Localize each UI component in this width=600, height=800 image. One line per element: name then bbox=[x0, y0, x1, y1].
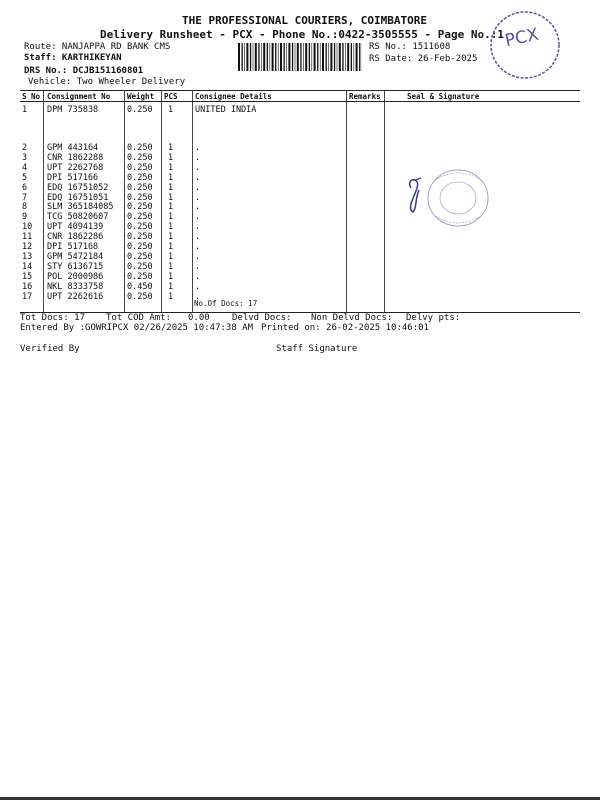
cell-sno: 2 bbox=[22, 143, 28, 153]
cell-consignment: CNR 1862286 bbox=[47, 232, 104, 243]
cell-weight: 0.250 bbox=[127, 202, 153, 213]
cell-consignee: . bbox=[195, 251, 201, 262]
table-row bbox=[20, 262, 580, 272]
cell-pcs: 1 bbox=[168, 242, 174, 252]
cell-sno: 11 bbox=[22, 232, 33, 243]
seal-and-signature bbox=[403, 160, 493, 230]
staff-text: Staff: KARTHIKEYAN bbox=[24, 53, 122, 63]
cell-weight: 0.250 bbox=[127, 212, 153, 223]
cell-sno: 13 bbox=[22, 251, 33, 262]
cell-pcs: 1 bbox=[168, 182, 174, 193]
runsheet-title: Delivery Runsheet - PCX - Phone No.:0422-3505555 - Page No.:1 bbox=[100, 28, 504, 41]
cell-weight: 0.250 bbox=[127, 192, 153, 203]
company-name: THE PROFESSIONAL COURIERS, COIMBATORE bbox=[182, 14, 428, 27]
cell-consignee: UNITED INDIA bbox=[195, 105, 257, 115]
vehicle-text: Vehicle: Two Wheeler Delivery bbox=[28, 77, 186, 87]
cell-consignee: . bbox=[195, 212, 201, 223]
cell-consignment: SLM 365184085 bbox=[47, 202, 114, 213]
cell-pcs: 1 bbox=[168, 232, 174, 243]
cell-consignment: UPT 2262768 bbox=[47, 162, 104, 173]
table-row bbox=[20, 272, 580, 282]
cell-pcs: 1 bbox=[168, 152, 174, 163]
cell-consignee: . bbox=[195, 271, 201, 282]
table-row bbox=[20, 153, 580, 163]
table-row bbox=[20, 232, 580, 242]
table-row bbox=[20, 173, 580, 183]
cell-consignee: . bbox=[195, 281, 201, 292]
cell-pcs: 1 bbox=[168, 251, 174, 262]
cell-sno: 16 bbox=[22, 281, 33, 292]
table-row bbox=[20, 143, 580, 153]
verified-by: Verified By bbox=[20, 344, 80, 354]
table-row bbox=[20, 242, 580, 252]
cell-weight: 0.250 bbox=[127, 152, 153, 163]
cell-sno: 4 bbox=[22, 162, 28, 173]
cell-pcs: 1 bbox=[168, 291, 174, 302]
cell-consignment: POL 2000986 bbox=[47, 271, 104, 282]
cell-consignment: TCG 50820607 bbox=[47, 212, 109, 223]
cell-consignee: . bbox=[195, 222, 201, 233]
cell-consignee: . bbox=[195, 172, 201, 183]
cell-pcs: 1 bbox=[168, 222, 174, 233]
cell-consignee: . bbox=[195, 143, 201, 153]
cell-consignment: UPT 2262616 bbox=[47, 291, 104, 302]
cell-sno: 15 bbox=[22, 271, 33, 282]
table-row bbox=[20, 163, 580, 173]
cell-weight: 0.250 bbox=[127, 242, 153, 252]
cell-pcs: 1 bbox=[168, 281, 174, 292]
cell-consignment: EDQ 16751052 bbox=[47, 182, 109, 193]
cell-consignee: . bbox=[195, 261, 201, 272]
cell-consignment: DPM 735838 bbox=[47, 105, 99, 115]
col-pcs: PCS bbox=[164, 92, 178, 101]
cell-weight: 0.250 bbox=[127, 291, 153, 302]
cell-weight: 0.250 bbox=[127, 271, 153, 282]
cell-weight: 0.250 bbox=[127, 222, 153, 233]
cell-consignee: . bbox=[195, 232, 201, 243]
cell-consignment: UPT 4094139 bbox=[47, 222, 104, 233]
cell-sno: 5 bbox=[22, 172, 28, 183]
cell-pcs: 1 bbox=[168, 261, 174, 272]
cell-weight: 0.250 bbox=[127, 162, 153, 173]
cell-sno: 6 bbox=[22, 182, 28, 193]
cell-weight: 0.250 bbox=[127, 251, 153, 262]
cell-sno: 17 bbox=[22, 291, 33, 302]
table-row bbox=[20, 105, 580, 115]
cell-weight: 0.250 bbox=[127, 261, 153, 272]
cell-pcs: 1 bbox=[168, 271, 174, 282]
cell-sno: 1 bbox=[22, 105, 28, 115]
cell-sno: 14 bbox=[22, 261, 33, 272]
table-row bbox=[20, 252, 580, 262]
entered-by: Entered By :GOWRIPCX 02/26/2025 10:47:38 AM bbox=[20, 323, 253, 333]
rs-date: RS Date: 26-Feb-2025 bbox=[369, 54, 478, 64]
cell-pcs: 1 bbox=[168, 143, 174, 153]
tot-cod-value: 0.00 bbox=[188, 313, 210, 323]
non-delvd-docs: Non Delvd Docs: bbox=[311, 313, 393, 323]
cell-weight: 0.450 bbox=[127, 281, 153, 292]
table-row bbox=[20, 212, 580, 222]
col-weight: Weight bbox=[127, 92, 155, 101]
staff-signature: Staff Signature bbox=[276, 344, 358, 354]
cell-consignee: . bbox=[195, 202, 201, 213]
cell-sno: 7 bbox=[22, 192, 28, 203]
delvy-pts: Delvy pts: bbox=[406, 313, 461, 323]
cell-weight: 0.250 bbox=[127, 232, 153, 243]
runsheet-table bbox=[20, 90, 580, 313]
cell-consignment: STY 6136715 bbox=[47, 261, 104, 272]
tot-cod-label: Tot COD Amt: bbox=[106, 313, 172, 323]
cell-consignment: NKL 8333758 bbox=[47, 281, 104, 292]
col-remarks: Remarks bbox=[349, 92, 381, 101]
cell-consignee: . bbox=[195, 291, 201, 302]
cell-sno: 8 bbox=[22, 202, 28, 213]
cell-pcs: 1 bbox=[168, 105, 174, 115]
col-consignee: Consignee Details bbox=[195, 92, 272, 101]
route-text: Route: NANJAPPA RD BANK CMS bbox=[24, 42, 171, 52]
table-row bbox=[20, 282, 580, 292]
table-row bbox=[20, 222, 580, 232]
drs-number: DRS No.: DCJB151160801 bbox=[24, 66, 144, 76]
cell-pcs: 1 bbox=[168, 212, 174, 223]
cell-pcs: 1 bbox=[168, 172, 174, 183]
cell-weight: 0.250 bbox=[127, 143, 153, 153]
cell-weight: 0.250 bbox=[127, 182, 153, 193]
cell-consignee: . bbox=[195, 192, 201, 203]
delvd-docs: Delvd Docs: bbox=[232, 313, 292, 323]
printed-on: Printed on: 26-02-2025 10:46:01 bbox=[261, 323, 429, 333]
cell-sno: 9 bbox=[22, 212, 28, 223]
cell-consignee: . bbox=[195, 152, 201, 163]
tot-docs: Tot Docs: 17 bbox=[20, 313, 86, 323]
cell-consignee: . bbox=[195, 162, 201, 173]
cell-consignment: GPM 5472184 bbox=[47, 251, 104, 262]
cell-sno: 12 bbox=[22, 242, 33, 252]
stamp-text: PCX bbox=[503, 24, 541, 52]
rs-number: RS No.: 1511608 bbox=[369, 42, 451, 52]
cell-consignment: EDQ 16751051 bbox=[47, 192, 109, 203]
cell-consignment: DPI 517168 bbox=[47, 242, 99, 252]
cell-weight: 0.250 bbox=[127, 172, 153, 183]
cell-consignee: . bbox=[195, 242, 201, 252]
cell-consignee: . bbox=[195, 182, 201, 193]
cell-consignment: DPI 517166 bbox=[47, 172, 99, 183]
cell-consignment: CNR 1862288 bbox=[47, 152, 104, 163]
col-consignment: Consignment No bbox=[47, 92, 111, 101]
cell-pcs: 1 bbox=[168, 162, 174, 173]
cell-sno: 10 bbox=[22, 222, 33, 233]
cell-pcs: 1 bbox=[168, 192, 174, 203]
cell-sno: 3 bbox=[22, 152, 28, 163]
cell-consignment: GPM 443164 bbox=[47, 143, 99, 153]
col-seal: Seal & Signature bbox=[407, 92, 480, 101]
table-row bbox=[20, 183, 580, 193]
col-sno: S No bbox=[22, 92, 41, 101]
table-row bbox=[20, 292, 580, 302]
table-row bbox=[20, 193, 580, 203]
no-of-docs: No.Of Docs: 17 bbox=[194, 299, 258, 308]
barcode bbox=[238, 43, 362, 71]
cell-weight: 0.250 bbox=[127, 105, 153, 115]
table-row bbox=[20, 202, 580, 212]
cell-pcs: 1 bbox=[168, 202, 174, 213]
